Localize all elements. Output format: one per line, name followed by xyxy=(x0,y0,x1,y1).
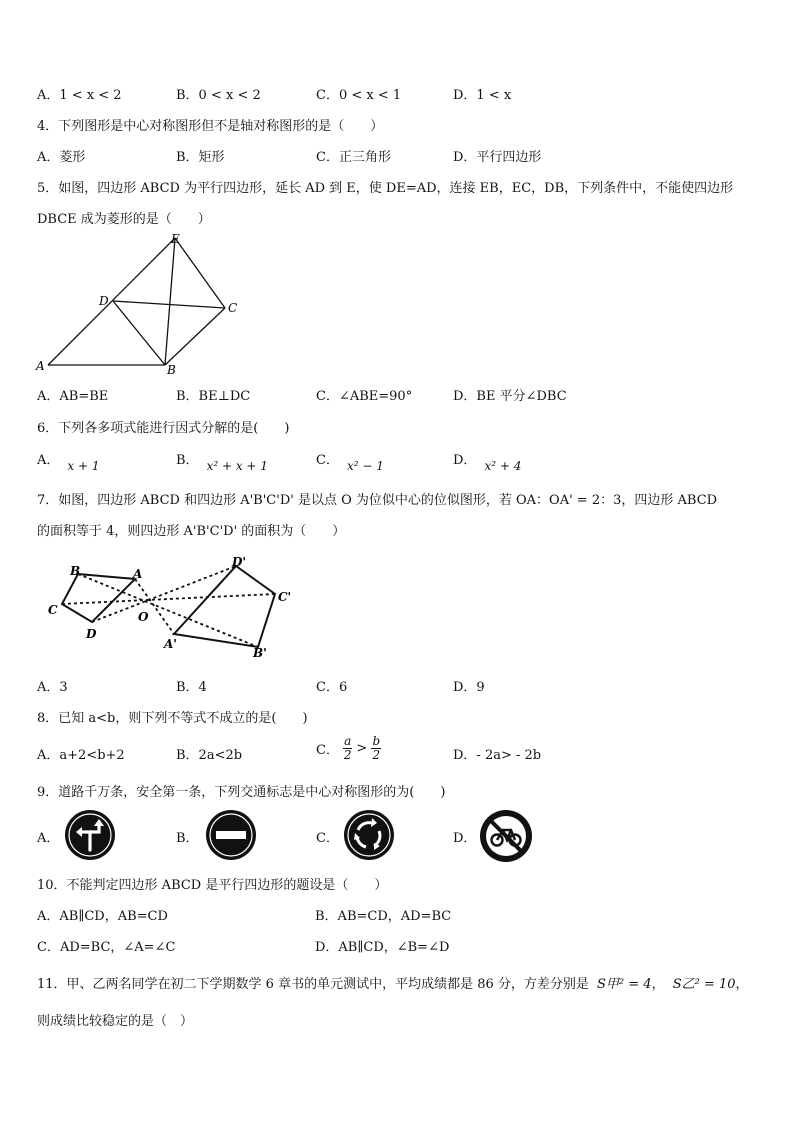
q10-option-d[interactable]: D．AB∥CD，∠B=∠D xyxy=(315,940,450,955)
q6-expr-d: x² + 4 xyxy=(484,459,522,473)
turn-left-right-sign-icon[interactable] xyxy=(63,808,117,862)
q10-option-c[interactable]: C．AD=BC，∠A=∠C xyxy=(37,940,176,955)
label-c-prime: C' xyxy=(278,590,292,604)
q6-option-a[interactable]: A． x + 1 xyxy=(37,453,100,473)
label-e: E xyxy=(171,232,180,246)
q7-stem-line2: 的面积等于 4，则四边形 A'B'C'D' 的面积为（ ） xyxy=(37,524,346,539)
q8-frac-b: $\frac{b}{2}$ xyxy=(372,734,381,762)
label-d: D xyxy=(86,627,97,641)
q8-option-b[interactable]: B．2a<2b xyxy=(176,748,243,763)
q8-stem: 8．已知 a<b，则下列不等式不成立的是( ) xyxy=(37,711,308,726)
q3-option-b[interactable]: B．0 < x < 2 xyxy=(176,88,261,103)
q7-option-d[interactable]: D．9 xyxy=(453,680,485,695)
q9-option-b[interactable]: B． xyxy=(176,831,199,846)
q6-stem: 6．下列各多项式能进行因式分解的是( ) xyxy=(37,421,290,436)
q5-option-a[interactable]: A．AB=BE xyxy=(37,389,109,404)
q7-option-b[interactable]: B．4 xyxy=(176,680,207,695)
q9-option-c[interactable]: C． xyxy=(316,831,339,846)
q4-option-a[interactable]: A．菱形 xyxy=(37,150,86,165)
q11-stem-line1: 11．甲、乙两名同学在初二下学期数学 6 章书的单元测试中，平均成绩都是 86 分，方差分别是 S甲² = 4， S乙² = 10， xyxy=(37,977,749,992)
q5-parallelogram-figure xyxy=(30,228,260,378)
q4-option-b[interactable]: B．矩形 xyxy=(176,150,225,165)
q5-stem-line2: DBCE 成为菱形的是（ ） xyxy=(37,212,211,227)
q5-option-b[interactable]: B．BE⊥DC xyxy=(176,389,251,404)
q7-option-c[interactable]: C．6 xyxy=(316,680,348,695)
q4-option-d[interactable]: D．平行四边形 xyxy=(453,150,542,165)
label-d: D xyxy=(99,294,109,308)
q4-stem: 4．下列图形是中心对称图形但不是轴对称图形的是（ ） xyxy=(37,119,384,134)
q6-expr-b: x² + x + 1 xyxy=(206,459,268,473)
q5-stem-line1: 5．如图，四边形 ABCD 为平行四边形，延长 AD 到 E，使 DE=AD，连接 EB，EC，DB，下列条件中，不能使四边形 xyxy=(37,181,734,196)
q10-option-a[interactable]: A．AB∥CD，AB=CD xyxy=(37,909,168,924)
label-a-prime: A' xyxy=(164,637,177,651)
q6-option-d[interactable]: D． x² + 4 xyxy=(453,453,522,473)
label-a: A xyxy=(36,359,45,373)
q3-option-c[interactable]: C．0 < x < 1 xyxy=(316,88,402,103)
q9-stem: 9．道路千万条，安全第一条，下列交通标志是中心对称图形的为( ) xyxy=(37,785,446,800)
q8-frac-a: $\frac{a}{2}$ xyxy=(343,734,352,762)
roundabout-sign-icon[interactable] xyxy=(342,808,396,862)
no-bicycles-sign-icon[interactable] xyxy=(478,808,534,864)
q9-option-d[interactable]: D． xyxy=(453,831,477,846)
q8-option-a[interactable]: A．a+2<b+2 xyxy=(37,748,125,763)
variance-jia: S甲² = 4 xyxy=(597,977,652,992)
q7-stem-line1: 7．如图，四边形 ABCD 和四边形 A'B'C'D' 是以点 O 为位似中心的位似图形，若 OA：OA' = 2：3，四边形 ABCD xyxy=(37,493,718,508)
label-c: C xyxy=(228,301,238,315)
q9-option-a[interactable]: A． xyxy=(37,831,60,846)
q7-option-a[interactable]: A．3 xyxy=(37,680,68,695)
q11-stem-line2: 则成绩比较稳定的是（ ） xyxy=(37,1014,194,1029)
q6-option-c[interactable]: C． x² − 1 xyxy=(316,453,384,473)
q3-option-d[interactable]: D．1 < x xyxy=(453,88,512,103)
q5-option-d[interactable]: D．BE 平分∠DBC xyxy=(453,389,567,404)
variance-yi: S乙² = 10 xyxy=(672,977,736,992)
q5-option-c[interactable]: C．∠ABE=90° xyxy=(316,389,413,404)
q6-expr-c: x² − 1 xyxy=(346,459,384,473)
q8-option-c[interactable]: C． $\frac{a}{2}$ > $\frac{b}{2}$ xyxy=(316,734,381,762)
q10-stem: 10．不能判定四边形 ABCD 是平行四边形的题设是（ ） xyxy=(37,878,388,893)
q6-option-b[interactable]: B． x² + x + 1 xyxy=(176,453,268,473)
q4-option-c[interactable]: C．正三角形 xyxy=(316,150,391,165)
q8-option-d[interactable]: D．- 2a> - 2b xyxy=(453,748,542,763)
label-d-prime: D' xyxy=(232,555,247,569)
label-c: C xyxy=(48,603,58,617)
label-o: O xyxy=(138,610,149,624)
label-a: A xyxy=(133,567,143,581)
q3-option-a[interactable]: A．1 < x < 2 xyxy=(37,88,122,103)
q6-expr-a: x + 1 xyxy=(67,459,100,473)
label-b: B xyxy=(70,564,81,578)
label-b: B xyxy=(167,363,176,377)
label-b-prime: B' xyxy=(253,646,267,660)
no-entry-sign-icon[interactable] xyxy=(204,808,258,862)
q7-homothety-figure xyxy=(40,554,305,664)
q10-option-b[interactable]: B．AB=CD，AD=BC xyxy=(315,909,452,924)
